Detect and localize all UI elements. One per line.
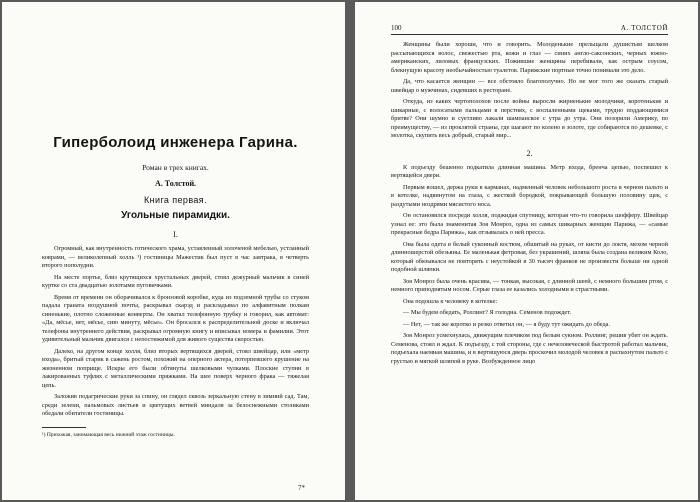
paragraph: Огромный, как внутренность готического храма, уставленный золоченой мебелью, устланный коврами, — великолепный холль ¹) гостиницы Мажестик был пуст в час завтрака, в четверть второго пополудни. — [42, 245, 309, 269]
paragraph: Далеко, на другом конце холля, близ вторых вертящихся дверей, стоял швейцар, или «метр входа», бритый старик в сажень ростом, похожий на оперного актера, потерпевшего крушение на жизненном поприще. Искры его были обтянуты шелковыми чулками. Плоские ступни в лакированных туфлях с металлическими пряжками. На шее поверх черного фрака — тяжелая цепь. — [42, 347, 309, 389]
chapter-number: I. — [173, 230, 178, 239]
subtitle: Роман в трех книгах. — [142, 163, 209, 172]
dialogue-line: — Нет, — так же коротко и резко ответил он, — я буду тут ожидать до обеда. — [403, 320, 611, 328]
dialogue-line: — Мы будем обедать, Роллинг? Я голодна. Семенов подождет. — [403, 309, 572, 316]
paragraph: Зоя Монроз усмехнулась, движущим плечиком под белым сукном. Роллинг, решив убит он ждать. Семенова, стоял и ждал. К подъезду, с той стороны, где с нечеловеческой быстротой работал мальчик, подъехала наемная машина, и в вертящуюся дверь проскочил молодой человек в распахнутом пальто с грустью и мягкой шляпой в руке. Возбужденное лицо — [391, 332, 668, 365]
part-title: Угольные пирамидки. — [121, 210, 230, 221]
paragraph: Женщины были хороши, что и говорить. Молоденькие прельщали душистым шелком рассыпающихся волос, свежестью рта, кожи и глаз — синих англо-саксонских, черных южно-американских, лиловых французских. Пожившие женщины перебивали, как острым соусом, блекнущую красоту необычайностью туалетов. Парижские портные точно понимали это дело. — [391, 41, 668, 74]
paragraph: На месте портье, близ крутящихся хрустальных дверей, стоял дежурный мальчик в синей куртке со ста двадцатью золотыми пуговичками. — [42, 273, 309, 289]
paragraph: Откуда, из каких чертополохов после войны выросли жирненькие молодчики, коротенькие и шикарные, с волосатыми пальцами в перстнях, с воспаленными щеками, трудно поддающимися бритве? Они шумно и суетливо лакали шампанское с утра до утра. Они позорили Америку, по преимуществу, — из проклятой страны, где шагают по колено в золоте, где собираются по дешевке, с молотка, скупить весь добрый, старый мир... — [391, 98, 668, 139]
chapter-number: 2. — [526, 148, 533, 158]
author: А. Толстой. — [154, 179, 197, 188]
paragraph: Зоя Монроз была очень красива, — тонкая, высокая, с длинной шеей, с немного большим ртом, с немного приподнятым носом. Серые глаза ее казались холодными и страстными. — [391, 277, 668, 293]
paragraph: Она подошла к человеку в котелке: — [403, 297, 498, 305]
paragraph: Он остановился посреди холля, поджидая спутницу, которая что-то говорила шофферу. Швейцар узнал ее: это была знаменитая Зоя Монроз, одна из самых шикарных женщин Парижа, — «самые прекрасные бедра Парижа», как отзывалась о ней пресса. — [391, 212, 668, 236]
page-number: 100 — [391, 24, 402, 32]
signature-mark: 7* — [298, 484, 305, 492]
running-header — [391, 24, 668, 35]
footnote-divider — [42, 427, 86, 428]
paragraph: Да, что касается женщин — все обстояло благополучно. Но не мог того же сказать старый швейцар о мужчинах, сидевших в ресторане. — [391, 78, 668, 94]
paragraph: Первым вошел, держа руки в карманах, надменный человек небольшого роста в черном пальто и в котелке, надвинутом на глаза, с жесткой бородкой, покрывающей большую половину щек, с раздутыми ноздрями мясистого носа. — [391, 183, 668, 208]
left-page — [2, 2, 345, 500]
running-author: А. ТОЛСТОЙ — [620, 24, 668, 32]
paragraph: К подъезду бешенно подкатила длинная машина. Метр входа, бренча цепью, поспешил к вертящейся двери. — [391, 163, 668, 179]
paragraph: Заложив подагрические руки за спину, он глядел сквозь зеркальную стену в зимний сад. Там, среди зелени, пальмовых листьев и цветущих ветвей миндаля за белоснежными столиками обедали обитатели гостиницы. — [42, 393, 309, 417]
novel-title: Гиперболоид инженера Гарина. — [53, 134, 298, 151]
right-page — [355, 2, 698, 500]
book-label: Книга первая. — [144, 195, 207, 205]
paragraph: Она была одета в белый суконный костюм, обшитый на руках, от кисти до локтя, мехом черной длинношерстой обезьяны. Ее маленькая фетровая, без украшений, шляпа была создана великим Коло, который обязывался не повторять с неустойкой в 30 тысяч франков не произвести больше ни одной подобной шляпки. — [391, 240, 668, 273]
footnote: ¹) Прихожая, занимающая весь нижний этаж гостиницы. — [42, 431, 175, 438]
paragraph: Время от времени он оборачивался к бронзовой коробке, куда из подземной трубы со стуком падала граната воздушной почты, раскрывал скарэд и раскладывал по алфавитным полкам синенькие, плотно сложенные конверты. Он хватал телефонную трубку и говорил, как автомат: «Да, мёсье, нет, мёсье, сию минуту, мёсье». Он бросался к распределительной доске и включал телефоны внутреннего действия, раскрывал огромную книгу и вписывал номера и фамилии. Этот удивительный мальчик двигался с непостижимой для живого существа скоростью. — [42, 293, 309, 343]
